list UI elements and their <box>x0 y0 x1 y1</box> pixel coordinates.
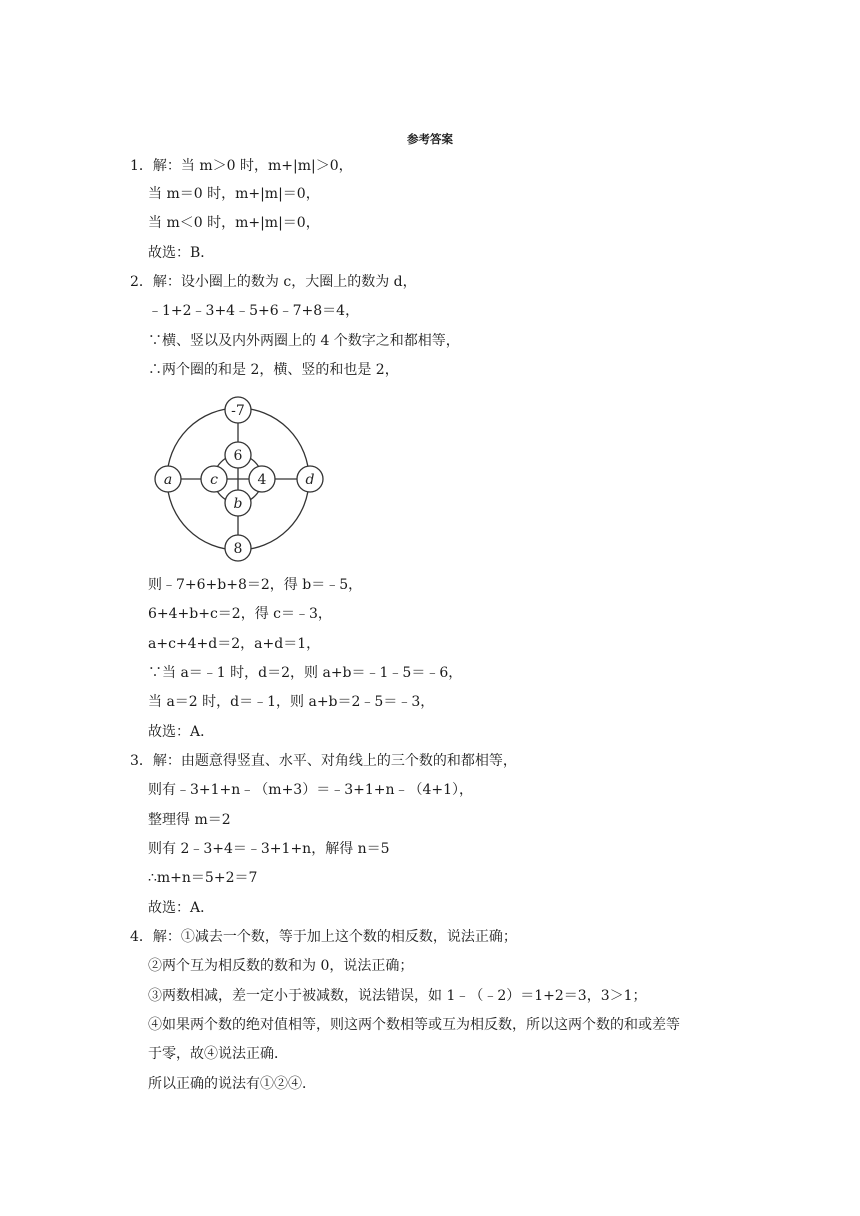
answer-2-line-10: 故选：A． <box>148 724 215 740</box>
answer-4-line-5: 于零，故④说法正确． <box>148 1046 288 1062</box>
label-bottom: 8 <box>233 541 243 557</box>
answer-3-line-2: 则有﹣3+1+n﹣（m+3）＝﹣3+1+n﹣（4+1）， <box>148 782 474 798</box>
answer-3-line-1: 3．解：由题意得竖直、水平、对角线上的三个数的和都相等， <box>130 753 517 769</box>
label-right: d <box>305 472 315 488</box>
answer-1-line-1: 1．解：当 m＞0 时，m+|m|＞0， <box>130 158 353 174</box>
answer-4-line-3: ③两数相减，差一定小于被减数，说法错误，如 1﹣（﹣2）＝1+2＝3，3＞1； <box>148 988 647 1004</box>
label-inner-right: 4 <box>257 472 267 488</box>
answer-1-line-4: 故选：B． <box>148 245 215 261</box>
answer-2-line-8: ∵当 a＝﹣1 时，d＝2，则 a+b＝﹣1﹣5＝﹣6， <box>148 665 463 681</box>
label-inner-left: c <box>210 472 218 488</box>
answer-3-line-6: 故选：A． <box>148 900 215 916</box>
answer-2-line-5: 则﹣7+6+b+8＝2，得 b＝﹣5， <box>148 577 363 593</box>
answer-3-line-5: ∴m+n＝5+2＝7 <box>148 870 258 886</box>
answer-2-line-7: a+c+4+d＝2，a+d＝1， <box>148 636 321 652</box>
answer-2-line-6: 6+4+b+c＝2，得 c＝﹣3， <box>148 606 332 622</box>
answer-2-line-3: ∵横、竖以及内外两圈上的 4 个数字之和都相等， <box>148 333 460 349</box>
answer-3-line-3: 整理得 m＝2 <box>148 812 231 828</box>
answer-1-line-3: 当 m＜0 时，m+|m|＝0， <box>148 215 320 231</box>
label-top: -7 <box>231 403 245 419</box>
answer-2-line-2: ﹣1+2﹣3+4﹣5+6﹣7+8＝4， <box>148 303 360 319</box>
answer-2-line-9: 当 a＝2 时，d＝﹣1，则 a+b＝2﹣5＝﹣3， <box>148 694 435 710</box>
answer-3-line-4: 则有 2﹣3+4＝﹣3+1+n，解得 n＝5 <box>148 841 390 857</box>
answer-2-line-1: 2．解：设小圈上的数为 c，大圈上的数为 d， <box>130 274 417 290</box>
answer-2-line-4: ∴两个圈的和是 2，横、竖的和也是 2， <box>148 362 399 378</box>
label-left: a <box>163 472 173 488</box>
answer-4-line-2: ②两个互为相反数的数和为 0，说法正确； <box>148 958 414 974</box>
answer-4-line-6: 所以正确的说法有①②④． <box>148 1076 316 1092</box>
answer-1-line-2: 当 m＝0 时，m+|m|＝0， <box>148 186 320 202</box>
label-inner-top: 6 <box>233 448 243 464</box>
page-title: 参考答案 <box>407 132 453 146</box>
answer-4-line-1: 4．解：①减去一个数，等于加上这个数的相反数，说法正确； <box>130 929 517 945</box>
answer-4-line-4: ④如果两个数的绝对值相等，则这两个数相等或互为相反数，所以这两个数的和或差等 <box>148 1017 680 1033</box>
circle-diagram <box>148 395 328 569</box>
label-inner-bottom: b <box>233 496 243 512</box>
